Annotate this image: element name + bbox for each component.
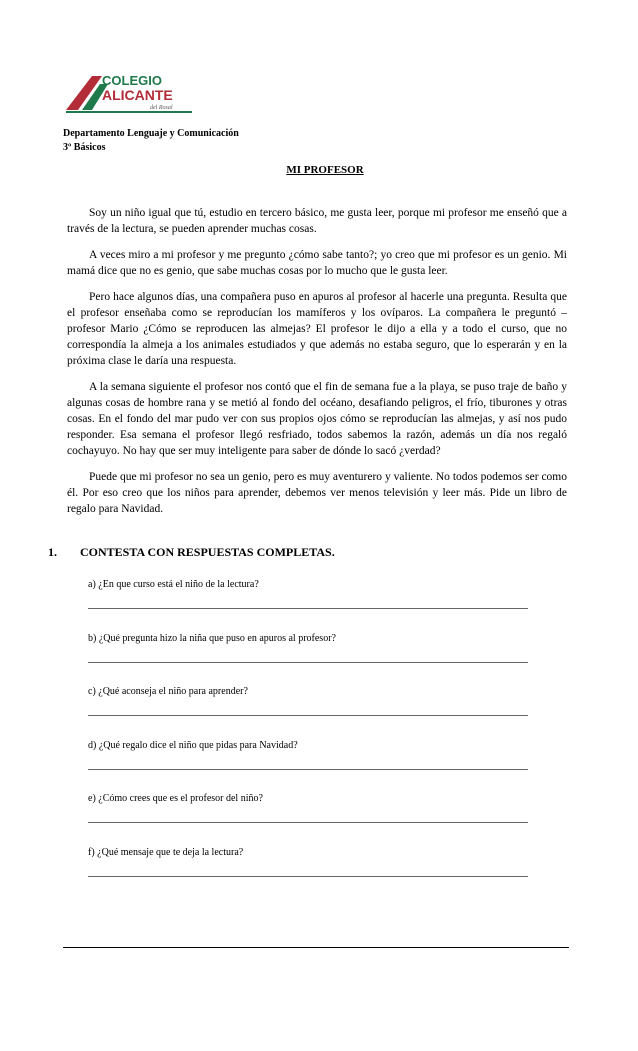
footer-rule [63, 947, 569, 948]
question-item [88, 739, 538, 793]
question-item [88, 578, 538, 632]
logo-line3: del Rosal [150, 105, 173, 111]
question-text: d) ¿Qué regalo dice el niño que pidas para Navidad? [88, 739, 298, 751]
logo-line2: ALICANTE [102, 87, 173, 103]
paragraph: Puede que mi profesor no sea un genio, pero es muy aventurero y valiente. No todos podemos ser como él. Por eso creo que los niños para aprender, debemos ver menos televisión y leer más. Pide un libro de regalo para Navidad. [67, 471, 567, 515]
question-text: c) ¿Qué aconseja el niño para aprender? [88, 686, 248, 697]
question-item [88, 792, 538, 846]
paragraph: Pero hace algunos días, una compañera puso en apuros al profesor al hacerle una pregunta. Resulta que el profesor enseñaba como se reproducían los mamíferos y los ovíparos. La compañera le preguntó – profesor Mario ¿Cómo se reproducen las almejas? El profesor le dijo a ella y a todo el curso, que no correspondía la almeja a los animales estudiados y que además no estaba seguro, que lo esperarán y en la próxima clase le daría una respuesta. [67, 291, 567, 367]
reading-text [67, 205, 567, 527]
school-logo [62, 72, 197, 116]
logo-line1: COLEGIO [102, 73, 162, 88]
department-label: Departamento Lenguaje y Comunicación [63, 128, 239, 139]
section-title: CONTESTA CON RESPUESTAS COMPLETAS. [80, 545, 335, 559]
section-heading [48, 545, 335, 560]
question-text: f) ¿Qué mensaje que te deja la lectura? [88, 846, 244, 858]
paragraph: A veces miro a mi profesor y me pregunto ¿cómo sabe tanto?; yo creo que mi profesor es un genio. Mi mamá dice que no es genio, que sabe muchas cosas por lo mucho que le gusta leer. [67, 249, 567, 277]
question-item [88, 846, 538, 900]
header-info [63, 127, 239, 155]
question-item [88, 632, 538, 686]
answer-line[interactable] [88, 662, 528, 663]
answer-line[interactable] [88, 715, 528, 716]
answer-line[interactable] [88, 876, 528, 877]
logo-underline [66, 111, 192, 113]
section-number: 1. [48, 545, 57, 559]
question-list [88, 578, 538, 899]
question-text: e) ¿Cómo crees que es el profesor del niño? [88, 793, 263, 804]
question-text: a) ¿En que curso está el niño de la lectura? [88, 579, 259, 590]
reading-title: MI PROFESOR [286, 164, 364, 176]
logo-mark [62, 72, 197, 116]
grade-label: 3º Básicos [63, 142, 106, 153]
answer-line[interactable] [88, 822, 528, 823]
question-text: b) ¿Qué pregunta hizo la niña que puso en apuros al profesor? [88, 632, 336, 644]
answer-line[interactable] [88, 769, 528, 770]
paragraph: A la semana siguiente el profesor nos contó que el fin de semana fue a la playa, se puso traje de baño y algunas cosas de hombre rana y se metió al fondo del océano, desafiando peligros, el frío, tiburones y otras cosas. En el fondo del mar pudo ver con sus propios ojos cómo se reproducían las almejas, y así nos pudo responder. Esa semana el profesor llegó resfriado, todos sabemos la razón, además un día nos regaló cochayuyo. No hay que ser muy inteligente para saber de dónde lo sacó ¿verdad? [67, 381, 567, 457]
paragraph: Soy un niño igual que tú, estudio en tercero básico, me gusta leer, porque mi profesor me enseñó que a través de la lectura, se pueden aprender muchas cosas. [67, 207, 567, 235]
answer-line[interactable] [88, 608, 528, 609]
question-item [88, 685, 538, 739]
reading-title-wrap [0, 164, 638, 176]
